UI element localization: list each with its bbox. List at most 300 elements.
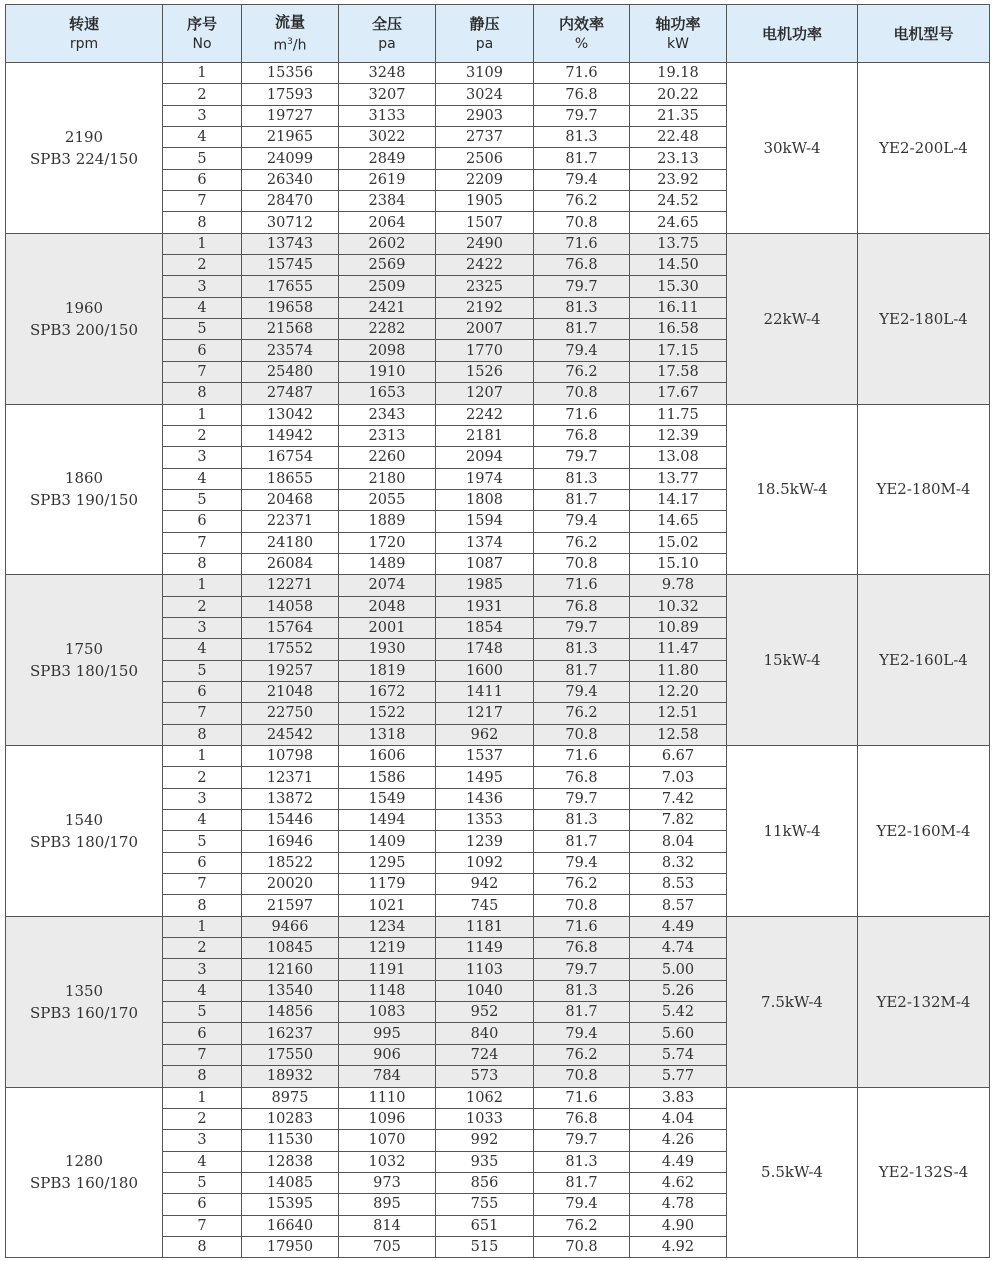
static-pressure-cell: 1149 [436, 938, 534, 959]
efficiency-cell: 76.8 [534, 767, 630, 788]
shaft-power-cell: 14.17 [630, 489, 727, 510]
static-pressure-cell: 1092 [436, 852, 534, 873]
efficiency-cell: 76.2 [534, 703, 630, 724]
flow-cell: 11530 [242, 1130, 339, 1151]
efficiency-cell: 71.6 [534, 575, 630, 596]
shaft-power-cell: 16.58 [630, 319, 727, 340]
rpm-value: 1960 [64, 298, 104, 317]
efficiency-cell: 70.8 [534, 553, 630, 574]
no-cell: 3 [163, 276, 242, 297]
flow-cell: 21048 [242, 681, 339, 702]
flow-cell: 30712 [242, 212, 339, 233]
no-cell: 6 [163, 511, 242, 532]
efficiency-cell: 71.6 [534, 63, 630, 84]
efficiency-cell: 81.3 [534, 297, 630, 318]
total-pressure-cell: 1021 [339, 895, 436, 916]
total-pressure-cell: 1219 [339, 938, 436, 959]
no-cell: 2 [163, 938, 242, 959]
efficiency-cell: 79.7 [534, 788, 630, 809]
flow-cell: 13872 [242, 788, 339, 809]
flow-cell: 22750 [242, 703, 339, 724]
static-pressure-cell: 1507 [436, 212, 534, 233]
total-pressure-cell: 1148 [339, 980, 436, 1001]
static-pressure-cell: 3024 [436, 84, 534, 105]
flow-cell: 26340 [242, 169, 339, 190]
efficiency-cell: 70.8 [534, 1066, 630, 1087]
flow-cell: 24180 [242, 532, 339, 553]
flow-cell: 21965 [242, 127, 339, 148]
shaft-power-cell: 22.48 [630, 127, 727, 148]
no-cell: 5 [163, 1172, 242, 1193]
static-pressure-cell: 1411 [436, 681, 534, 702]
total-pressure-cell: 1889 [339, 511, 436, 532]
total-pressure-cell: 1096 [339, 1108, 436, 1129]
total-pressure-cell: 1295 [339, 852, 436, 873]
flow-cell: 18932 [242, 1066, 339, 1087]
flow-cell: 10798 [242, 746, 339, 767]
shaft-power-cell: 12.20 [630, 681, 727, 702]
no-cell: 2 [163, 1108, 242, 1129]
static-pressure-cell: 2094 [436, 447, 534, 468]
static-pressure-cell: 2903 [436, 105, 534, 126]
motor-power-cell: 22kW-4 [727, 233, 858, 404]
header-static-pressure: 静压 pa [436, 5, 534, 63]
efficiency-cell: 71.6 [534, 1087, 630, 1108]
shaft-power-cell: 4.49 [630, 1151, 727, 1172]
static-pressure-cell: 2737 [436, 127, 534, 148]
flow-cell: 18655 [242, 468, 339, 489]
total-pressure-cell: 895 [339, 1194, 436, 1215]
table-row [6, 916, 990, 937]
efficiency-cell: 81.7 [534, 489, 630, 510]
efficiency-cell: 76.8 [534, 596, 630, 617]
table-body [6, 63, 990, 1258]
static-pressure-cell: 755 [436, 1194, 534, 1215]
total-pressure-cell: 2074 [339, 575, 436, 596]
efficiency-cell: 76.2 [534, 874, 630, 895]
efficiency-cell: 79.4 [534, 169, 630, 190]
no-cell: 2 [163, 425, 242, 446]
shaft-power-cell: 21.35 [630, 105, 727, 126]
shaft-power-cell: 19.18 [630, 63, 727, 84]
shaft-power-cell: 12.51 [630, 703, 727, 724]
flow-cell: 13042 [242, 404, 339, 425]
total-pressure-cell: 1083 [339, 1002, 436, 1023]
total-pressure-cell: 906 [339, 1044, 436, 1065]
total-pressure-cell: 1930 [339, 639, 436, 660]
shaft-power-cell: 5.74 [630, 1044, 727, 1065]
efficiency-cell: 79.4 [534, 852, 630, 873]
shaft-power-cell: 5.42 [630, 1002, 727, 1023]
total-pressure-cell: 2048 [339, 596, 436, 617]
no-cell: 8 [163, 895, 242, 916]
static-pressure-cell: 992 [436, 1130, 534, 1151]
static-pressure-cell: 2192 [436, 297, 534, 318]
efficiency-cell: 81.7 [534, 148, 630, 169]
no-cell: 7 [163, 703, 242, 724]
efficiency-cell: 81.3 [534, 468, 630, 489]
no-cell: 5 [163, 1002, 242, 1023]
total-pressure-cell: 2282 [339, 319, 436, 340]
shaft-power-cell: 13.75 [630, 233, 727, 254]
table-row [6, 233, 990, 254]
shaft-power-cell: 12.58 [630, 724, 727, 745]
rpm-model-cell [6, 746, 163, 917]
efficiency-cell: 81.7 [534, 319, 630, 340]
static-pressure-cell: 1436 [436, 788, 534, 809]
total-pressure-cell: 1070 [339, 1130, 436, 1151]
efficiency-cell: 79.7 [534, 959, 630, 980]
shaft-power-cell: 7.82 [630, 810, 727, 831]
no-cell: 4 [163, 639, 242, 660]
no-cell: 6 [163, 169, 242, 190]
flow-cell: 16237 [242, 1023, 339, 1044]
static-pressure-cell: 1594 [436, 511, 534, 532]
efficiency-cell: 76.8 [534, 84, 630, 105]
shaft-power-cell: 23.92 [630, 169, 727, 190]
total-pressure-cell: 1179 [339, 874, 436, 895]
no-cell: 4 [163, 980, 242, 1001]
total-pressure-cell: 2313 [339, 425, 436, 446]
total-pressure-cell: 1586 [339, 767, 436, 788]
shaft-power-cell: 4.74 [630, 938, 727, 959]
motor-power-cell: 5.5kW-4 [727, 1087, 858, 1258]
fan-model: SPB3 160/170 [29, 1003, 139, 1022]
shaft-power-cell: 7.42 [630, 788, 727, 809]
motor-type-cell: YE2-160M-4 [858, 746, 990, 917]
flow-cell: 13743 [242, 233, 339, 254]
fan-model: SPB3 190/150 [29, 491, 139, 510]
shaft-power-cell: 5.00 [630, 959, 727, 980]
no-cell: 6 [163, 852, 242, 873]
motor-type-cell: YE2-180L-4 [858, 233, 990, 404]
shaft-power-cell: 5.26 [630, 980, 727, 1001]
flow-cell: 14856 [242, 1002, 339, 1023]
no-cell: 6 [163, 1023, 242, 1044]
table-row [6, 63, 990, 84]
static-pressure-cell: 1217 [436, 703, 534, 724]
total-pressure-cell: 973 [339, 1172, 436, 1193]
total-pressure-cell: 2343 [339, 404, 436, 425]
static-pressure-cell: 2325 [436, 276, 534, 297]
flow-cell: 15764 [242, 617, 339, 638]
efficiency-cell: 79.7 [534, 276, 630, 297]
no-cell: 6 [163, 681, 242, 702]
flow-cell: 17550 [242, 1044, 339, 1065]
efficiency-cell: 81.7 [534, 831, 630, 852]
rpm-value: 1750 [64, 640, 104, 659]
shaft-power-cell: 4.49 [630, 916, 727, 937]
total-pressure-cell: 1819 [339, 660, 436, 681]
shaft-power-cell: 8.57 [630, 895, 727, 916]
shaft-power-cell: 4.04 [630, 1108, 727, 1129]
flow-cell: 19257 [242, 660, 339, 681]
rpm-model-cell [6, 575, 163, 746]
efficiency-cell: 70.8 [534, 1236, 630, 1257]
static-pressure-cell: 2209 [436, 169, 534, 190]
total-pressure-cell: 1494 [339, 810, 436, 831]
shaft-power-cell: 15.02 [630, 532, 727, 553]
flow-cell: 12271 [242, 575, 339, 596]
efficiency-cell: 79.7 [534, 1130, 630, 1151]
total-pressure-cell: 2001 [339, 617, 436, 638]
total-pressure-cell: 1720 [339, 532, 436, 553]
flow-cell: 16754 [242, 447, 339, 468]
static-pressure-cell: 1537 [436, 746, 534, 767]
no-cell: 4 [163, 297, 242, 318]
efficiency-cell: 76.2 [534, 532, 630, 553]
shaft-power-cell: 15.10 [630, 553, 727, 574]
total-pressure-cell: 784 [339, 1066, 436, 1087]
flow-cell: 17593 [242, 84, 339, 105]
efficiency-cell: 79.7 [534, 447, 630, 468]
static-pressure-cell: 942 [436, 874, 534, 895]
no-cell: 4 [163, 810, 242, 831]
total-pressure-cell: 1672 [339, 681, 436, 702]
no-cell: 5 [163, 831, 242, 852]
efficiency-cell: 81.3 [534, 639, 630, 660]
shaft-power-cell: 4.26 [630, 1130, 727, 1151]
efficiency-cell: 76.2 [534, 1215, 630, 1236]
no-cell: 2 [163, 255, 242, 276]
shaft-power-cell: 10.89 [630, 617, 727, 638]
shaft-power-cell: 13.08 [630, 447, 727, 468]
no-cell: 8 [163, 1236, 242, 1257]
shaft-power-cell: 14.65 [630, 511, 727, 532]
no-cell: 3 [163, 105, 242, 126]
total-pressure-cell: 2619 [339, 169, 436, 190]
static-pressure-cell: 2181 [436, 425, 534, 446]
efficiency-cell: 76.8 [534, 425, 630, 446]
shaft-power-cell: 20.22 [630, 84, 727, 105]
no-cell: 2 [163, 767, 242, 788]
header-total-pressure: 全压 pa [339, 5, 436, 63]
rpm-value: 1280 [64, 1152, 104, 1171]
static-pressure-cell: 840 [436, 1023, 534, 1044]
static-pressure-cell: 952 [436, 1002, 534, 1023]
total-pressure-cell: 814 [339, 1215, 436, 1236]
total-pressure-cell: 3248 [339, 63, 436, 84]
efficiency-cell: 76.8 [534, 255, 630, 276]
static-pressure-cell: 1748 [436, 639, 534, 660]
flow-cell: 15446 [242, 810, 339, 831]
total-pressure-cell: 1110 [339, 1087, 436, 1108]
flow-cell: 17552 [242, 639, 339, 660]
static-pressure-cell: 2490 [436, 233, 534, 254]
efficiency-cell: 71.6 [534, 233, 630, 254]
no-cell: 3 [163, 1130, 242, 1151]
no-cell: 5 [163, 660, 242, 681]
flow-cell: 20468 [242, 489, 339, 510]
flow-cell: 17655 [242, 276, 339, 297]
efficiency-cell: 79.4 [534, 681, 630, 702]
no-cell: 3 [163, 617, 242, 638]
efficiency-cell: 79.7 [534, 105, 630, 126]
total-pressure-cell: 3133 [339, 105, 436, 126]
efficiency-cell: 76.8 [534, 938, 630, 959]
flow-cell: 15745 [242, 255, 339, 276]
shaft-power-cell: 4.78 [630, 1194, 727, 1215]
motor-power-cell: 15kW-4 [727, 575, 858, 746]
total-pressure-cell: 1522 [339, 703, 436, 724]
no-cell: 7 [163, 1215, 242, 1236]
total-pressure-cell: 1409 [339, 831, 436, 852]
total-pressure-cell: 1653 [339, 383, 436, 404]
total-pressure-cell: 2098 [339, 340, 436, 361]
total-pressure-cell: 2509 [339, 276, 436, 297]
efficiency-cell: 76.2 [534, 361, 630, 382]
no-cell: 2 [163, 84, 242, 105]
shaft-power-cell: 6.67 [630, 746, 727, 767]
no-cell: 4 [163, 468, 242, 489]
static-pressure-cell: 1040 [436, 980, 534, 1001]
no-cell: 8 [163, 212, 242, 233]
motor-power-cell: 7.5kW-4 [727, 916, 858, 1087]
static-pressure-cell: 856 [436, 1172, 534, 1193]
flow-cell: 19727 [242, 105, 339, 126]
efficiency-cell: 79.4 [534, 511, 630, 532]
header-no: 序号 No [163, 5, 242, 63]
no-cell: 8 [163, 1066, 242, 1087]
shaft-power-cell: 4.62 [630, 1172, 727, 1193]
total-pressure-cell: 2569 [339, 255, 436, 276]
no-cell: 3 [163, 959, 242, 980]
flow-cell: 20020 [242, 874, 339, 895]
total-pressure-cell: 1489 [339, 553, 436, 574]
shaft-power-cell: 15.30 [630, 276, 727, 297]
header-rpm: 转速 rpm [6, 5, 163, 63]
no-cell: 6 [163, 1194, 242, 1215]
header-row [6, 5, 990, 63]
efficiency-cell: 79.4 [534, 1023, 630, 1044]
static-pressure-cell: 1239 [436, 831, 534, 852]
static-pressure-cell: 724 [436, 1044, 534, 1065]
shaft-power-cell: 23.13 [630, 148, 727, 169]
efficiency-cell: 81.3 [534, 810, 630, 831]
total-pressure-cell: 3022 [339, 127, 436, 148]
rpm-value: 1540 [64, 810, 104, 829]
efficiency-cell: 70.8 [534, 724, 630, 745]
static-pressure-cell: 1374 [436, 532, 534, 553]
static-pressure-cell: 1931 [436, 596, 534, 617]
flow-cell: 23574 [242, 340, 339, 361]
shaft-power-cell: 14.50 [630, 255, 727, 276]
no-cell: 4 [163, 127, 242, 148]
flow-cell: 14942 [242, 425, 339, 446]
static-pressure-cell: 2422 [436, 255, 534, 276]
static-pressure-cell: 1062 [436, 1087, 534, 1108]
shaft-power-cell: 24.65 [630, 212, 727, 233]
efficiency-cell: 76.8 [534, 1108, 630, 1129]
no-cell: 5 [163, 148, 242, 169]
static-pressure-cell: 962 [436, 724, 534, 745]
rpm-value: 1860 [64, 469, 104, 488]
rpm-model-cell [6, 916, 163, 1087]
total-pressure-cell: 1318 [339, 724, 436, 745]
flow-cell: 22371 [242, 511, 339, 532]
no-cell: 7 [163, 361, 242, 382]
table-row [6, 404, 990, 425]
static-pressure-cell: 1854 [436, 617, 534, 638]
shaft-power-cell: 12.39 [630, 425, 727, 446]
total-pressure-cell: 2602 [339, 233, 436, 254]
shaft-power-cell: 17.15 [630, 340, 727, 361]
flow-cell: 24099 [242, 148, 339, 169]
static-pressure-cell: 1770 [436, 340, 534, 361]
total-pressure-cell: 1032 [339, 1151, 436, 1172]
no-cell: 8 [163, 553, 242, 574]
flow-cell: 25480 [242, 361, 339, 382]
shaft-power-cell: 3.83 [630, 1087, 727, 1108]
total-pressure-cell: 2260 [339, 447, 436, 468]
static-pressure-cell: 1087 [436, 553, 534, 574]
shaft-power-cell: 17.67 [630, 383, 727, 404]
shaft-power-cell: 9.78 [630, 575, 727, 596]
static-pressure-cell: 2007 [436, 319, 534, 340]
efficiency-cell: 71.6 [534, 404, 630, 425]
flow-cell: 28470 [242, 191, 339, 212]
rpm-model-cell [6, 1087, 163, 1258]
motor-type-cell: YE2-160L-4 [858, 575, 990, 746]
flow-cell: 10283 [242, 1108, 339, 1129]
static-pressure-cell: 1495 [436, 767, 534, 788]
motor-type-cell: YE2-132S-4 [858, 1087, 990, 1258]
shaft-power-cell: 8.04 [630, 831, 727, 852]
static-pressure-cell: 1974 [436, 468, 534, 489]
total-pressure-cell: 3207 [339, 84, 436, 105]
no-cell: 1 [163, 404, 242, 425]
shaft-power-cell: 8.53 [630, 874, 727, 895]
total-pressure-cell: 995 [339, 1023, 436, 1044]
fan-model: SPB3 180/150 [29, 662, 139, 681]
no-cell: 7 [163, 191, 242, 212]
total-pressure-cell: 705 [339, 1236, 436, 1257]
motor-power-cell: 30kW-4 [727, 63, 858, 234]
no-cell: 4 [163, 1151, 242, 1172]
shaft-power-cell: 5.77 [630, 1066, 727, 1087]
shaft-power-cell: 11.47 [630, 639, 727, 660]
static-pressure-cell: 1207 [436, 383, 534, 404]
static-pressure-cell: 651 [436, 1215, 534, 1236]
no-cell: 1 [163, 746, 242, 767]
no-cell: 1 [163, 63, 242, 84]
rpm-model-cell [6, 404, 163, 575]
table-row [6, 1087, 990, 1108]
total-pressure-cell: 2064 [339, 212, 436, 233]
shaft-power-cell: 10.32 [630, 596, 727, 617]
flow-cell: 14058 [242, 596, 339, 617]
no-cell: 3 [163, 788, 242, 809]
shaft-power-cell: 7.03 [630, 767, 727, 788]
flow-cell: 16946 [242, 831, 339, 852]
efficiency-cell: 76.2 [534, 191, 630, 212]
flow-cell: 8975 [242, 1087, 339, 1108]
efficiency-cell: 79.4 [534, 340, 630, 361]
no-cell: 3 [163, 447, 242, 468]
shaft-power-cell: 4.92 [630, 1236, 727, 1257]
no-cell: 5 [163, 489, 242, 510]
flow-cell: 27487 [242, 383, 339, 404]
shaft-power-cell: 11.75 [630, 404, 727, 425]
flow-cell: 9466 [242, 916, 339, 937]
total-pressure-cell: 1234 [339, 916, 436, 937]
flow-cell: 21568 [242, 319, 339, 340]
flow-cell: 26084 [242, 553, 339, 574]
shaft-power-cell: 16.11 [630, 297, 727, 318]
shaft-power-cell: 11.80 [630, 660, 727, 681]
static-pressure-cell: 573 [436, 1066, 534, 1087]
flow-cell: 19658 [242, 297, 339, 318]
